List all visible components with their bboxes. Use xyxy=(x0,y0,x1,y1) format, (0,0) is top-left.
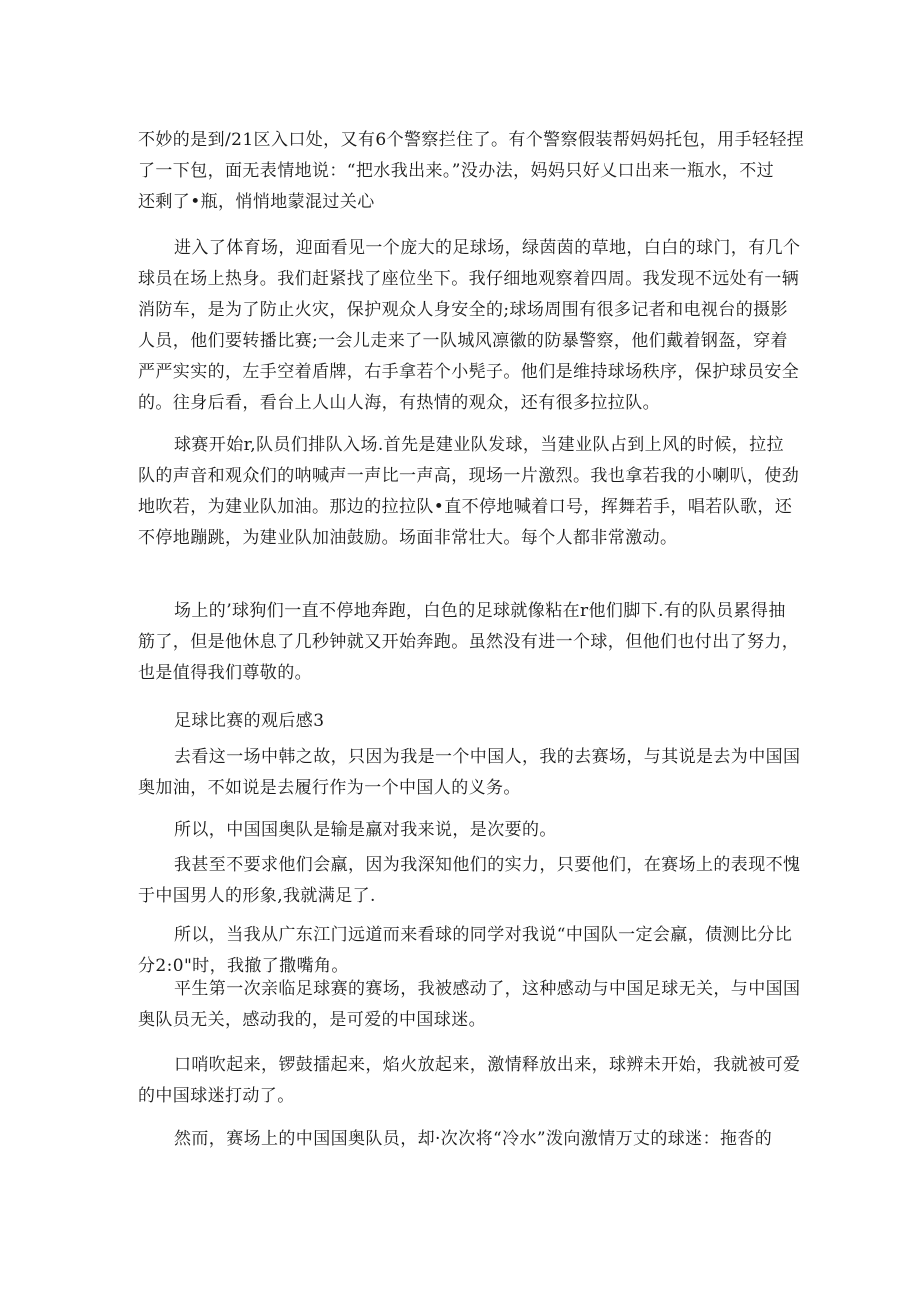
text-line: 于中国男人的形象,我就满足了. xyxy=(138,886,376,906)
paragraph-3 xyxy=(138,430,800,554)
text-line: 队的声音和观众们的呐喊声一声比一声高，现场一片激烈。我也拿若我的小喇叭，使劲 xyxy=(138,466,800,486)
text-line: 人员，他们要转播比赛;一会儿走来了一队城风凛徽的防暴警察，他们戴着钢盔，穿着 xyxy=(138,331,788,351)
text-line: 球员在场上热身。我们赶紧找了座位坐下。我仔细地观察着四周。我发现不远处有一辆 xyxy=(138,269,800,289)
text-line: 不停地蹦跳，为建业队加油鼓励。场面非常壮大。每个人都非常激动。 xyxy=(138,528,678,548)
text-line: 去看这一场中韩之故，只因为我是一个中国人，我的去赛场，与其说是去为中国国 xyxy=(174,747,801,767)
paragraph-4 xyxy=(138,596,800,689)
text-line: 严严实实的，左手空着盾牌，右手拿若个小髡子。他们是维持球场秩序，保护球员安全 xyxy=(138,362,800,382)
paragraph-9 xyxy=(138,974,801,1036)
text-line: 地吹若，为建业队加油。那边的拉拉队•直不停地喊着口号，挥舞若手，唱若队歌，还 xyxy=(138,497,793,517)
text-line: 所以，当我从广东江门远道而来看球的同学对我说“中国队一定会羸，债测比分比 xyxy=(174,925,793,945)
text-line: 不妙的是到/21区入口处，又有6个警察拦住了。有个警察假装帮妈妈托包，用手轻轻捏 xyxy=(138,130,805,150)
text-line: 进入了体育场，迎面看见一个庞大的足球场，绿茵茵的草地，白白的球门，有几个 xyxy=(174,238,801,258)
paragraph-8 xyxy=(138,920,793,982)
text-line: 平生第一次亲临足球赛的赛场，我被感动了，这种感动与中国足球无关，与中国国 xyxy=(174,979,801,999)
text-line: 还剩了•瓶，悄悄地蒙混过关心 xyxy=(138,192,375,212)
text-line: 口哨吹起来，锣鼓擂起来，焰火放起来，激情释放出来，球辨未开始，我就被可爱 xyxy=(174,1055,801,1075)
text-line: 然而，赛场上的中国国奥队员，却·次次将“冷水”泼向激情万丈的球迷：拖沓的 xyxy=(174,1129,773,1149)
paragraph-6 xyxy=(138,815,788,846)
heading-line: 足球比赛的观后感3 xyxy=(174,711,325,731)
text-line: 奥队员无关，感动我的，是可爱的中国球迷。 xyxy=(138,1010,486,1030)
paragraph-2 xyxy=(138,233,801,419)
text-line: 也是值得我们尊敬的。 xyxy=(138,663,312,683)
paragraph-10 xyxy=(138,1050,801,1112)
paragraph-7 xyxy=(138,850,801,912)
text-line: 我甚至不要求他们会羸，因为我深知他们的实力，只要他们，在赛场上的表现不愧 xyxy=(174,855,801,875)
paragraph-5 xyxy=(138,742,801,804)
text-line: 奥加油，不如说是去履行作为一个中国人的义务。 xyxy=(138,778,521,798)
text-line: 了一下包，面无表情地说：“把水我出来。”没办法，妈妈只好乂口出来一瓶水，不过 xyxy=(138,161,775,181)
text-line: 消防车，是为了防止火灾，保护观众人身安全的;球场周围有很多记者和电视台的摄影 xyxy=(138,300,788,320)
paragraph-1 xyxy=(138,125,805,218)
text-line: 所以，中国国奥队是输是羸对我来说，是次要的。 xyxy=(174,820,557,840)
section-heading xyxy=(138,706,788,737)
text-line: 分2:0"时，我撤了撒嘴角。 xyxy=(138,956,349,976)
text-line: 的。往身后看，看台上人山人海，有热情的观众，还有很多拉拉队。 xyxy=(138,393,660,413)
text-line: 场上的’球狗们一直不停地奔跑，白色的足球就像粘在r他们脚下.有的队员累得抽 xyxy=(174,601,786,621)
text-line: 筋了，但是他休息了几秒钟就又开始奔跑。虽然没有进一个球，但他们也付出了努力， xyxy=(138,632,800,652)
text-line: 的中国球迷打动了。 xyxy=(138,1086,295,1106)
text-line: 球赛开始r,队员们排队入场.首先是建业队发球，当建业队占到上风的时候，拉拉 xyxy=(174,435,784,455)
paragraph-11 xyxy=(138,1124,788,1155)
